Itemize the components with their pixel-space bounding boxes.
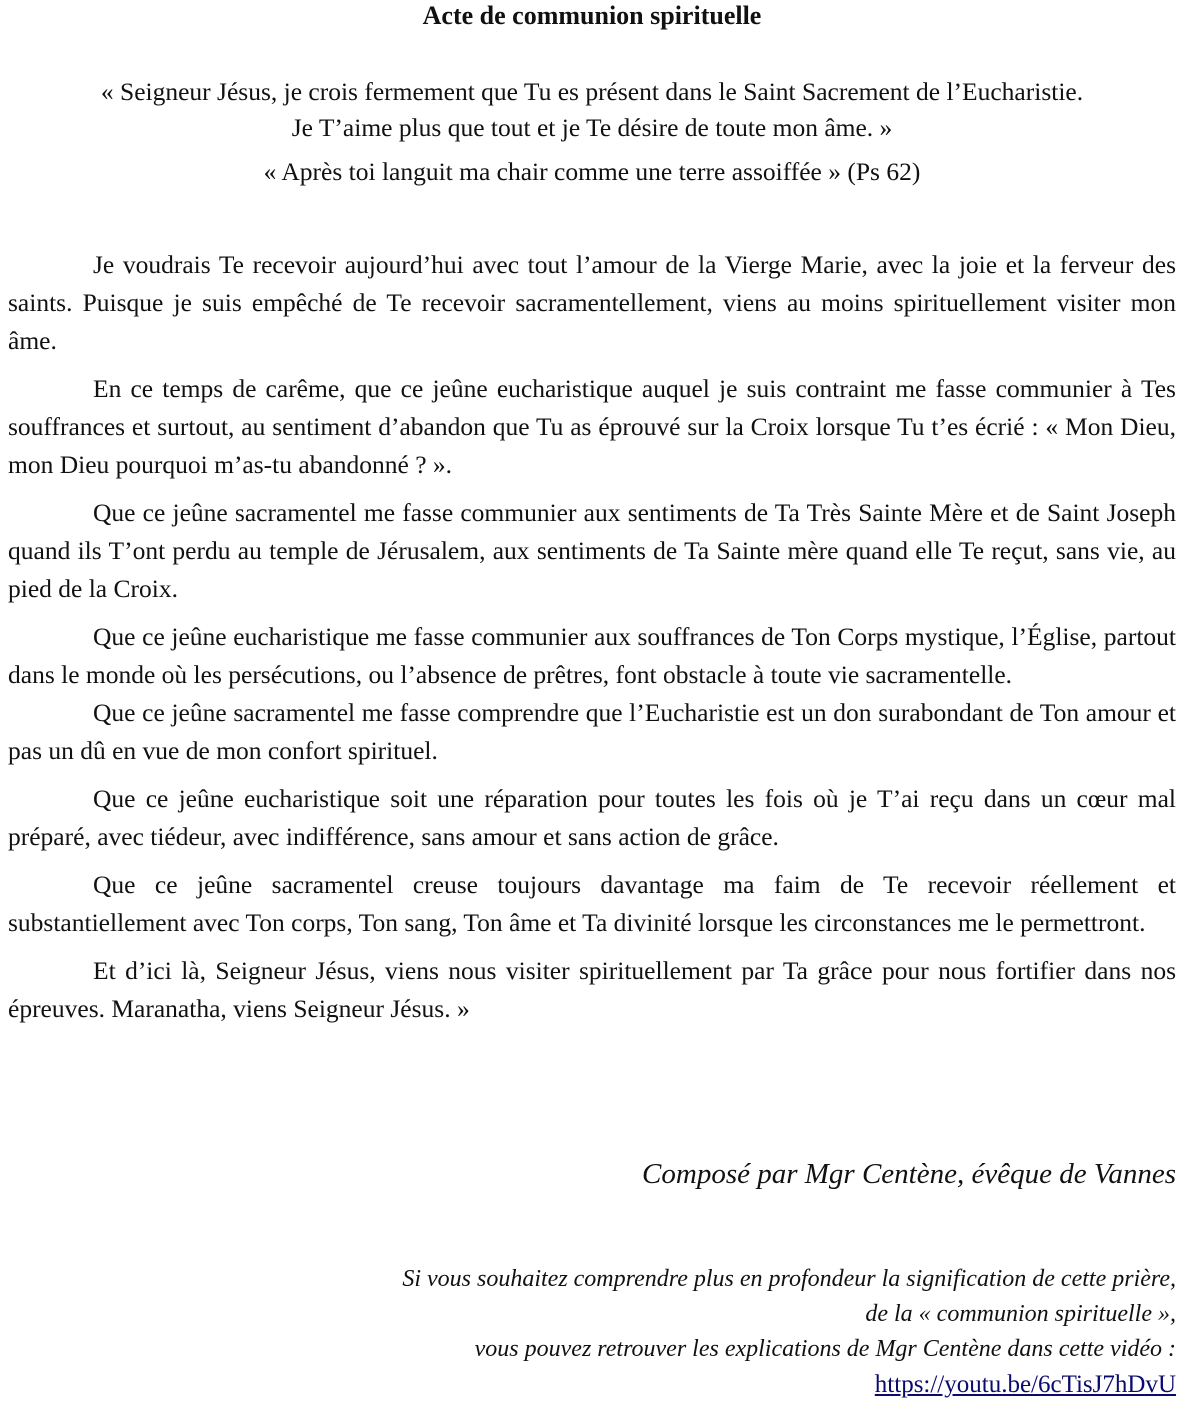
video-note	[356, 1262, 1176, 1402]
paragraph-6: Que ce jeûne eucharistique soit une réparation pour toutes les fois où je T’ai reçu dans un cœur mal préparé, avec tiédeur, avec indifférence, sans amour et sans action de grâce.	[8, 784, 1176, 851]
paragraph-4: Que ce jeûne eucharistique me fasse communier aux souffrances de Ton Corps mystique, l’Église, partout dans le monde où les persécutions, ou l’absence de prêtres, font obstacle à toute vie sacramentelle.	[8, 622, 1176, 689]
opening-line-2: Je T’aime plus que tout et je Te désire de toute mon âme. »	[291, 113, 893, 142]
opening-line-1: « Seigneur Jésus, je crois fermement que Tu es présent dans le Saint Sacrement de l’Eucharistie.	[100, 77, 1084, 106]
note-line-2: de la « communion spirituelle »,	[865, 1301, 1176, 1327]
prayer-body	[8, 246, 1176, 1028]
paragraph-3: Que ce jeûne sacramentel me fasse communier aux sentiments de Ta Très Sainte Mère et de Saint Joseph quand ils T’ont perdu au temple de Jérusalem, aux sentiments de Ta Sainte mère quand elle Te reçut, sans vie, au pied de la Croix.	[8, 498, 1176, 603]
note-line-3: vous pouvez retrouver les explications de Mgr Centène dans cette vidéo :	[474, 1336, 1176, 1362]
note-line-1: Si vous souhaitez comprendre plus en profondeur la signification de cette prière,	[402, 1266, 1176, 1292]
video-link[interactable]: https://youtu.be/6cTisJ7hDvU	[874, 1371, 1176, 1398]
paragraph-8: Et d’ici là, Seigneur Jésus, viens nous visiter spirituellement par Ta grâce pour nous fortifier dans nos épreuves. Maranatha, viens Seigneur Jésus. »	[8, 956, 1176, 1023]
paragraph-2: En ce temps de carême, que ce jeûne eucharistique auquel je suis contraint me fasse communier à Tes souffrances et surtout, au sentiment d’abandon que Tu as éprouvé sur la Croix lorsque Tu t’es écrié : « Mon Dieu, mon Dieu pourquoi m’as-tu abandonné ? ».	[8, 374, 1176, 479]
paragraph-7: Que ce jeûne sacramentel creuse toujours davantage ma faim de Te recevoir réellement et substantiellement avec Ton corps, Ton sang, Ton âme et Ta divinité lorsque les circonstances me le permettront.	[8, 870, 1176, 937]
author-signature: Composé par Mgr Centène, évêque de Vannes	[642, 1158, 1176, 1190]
document-title: Acte de communion spirituelle	[422, 1, 762, 30]
psalm-quote: « Après toi languit ma chair comme une terre assoiffée » (Ps 62)	[263, 157, 921, 186]
paragraph-5: Que ce jeûne sacramentel me fasse comprendre que l’Eucharistie est un don surabondant de Ton amour et pas un dû en vue de mon confort spirituel.	[8, 698, 1176, 765]
paragraph-1: Je voudrais Te recevoir aujourd’hui avec tout l’amour de la Vierge Marie, avec la joie et la ferveur des saints. Puisque je suis empêché de Te recevoir sacramentellement, viens au moins spirituellement visiter mon âme.	[8, 250, 1176, 355]
